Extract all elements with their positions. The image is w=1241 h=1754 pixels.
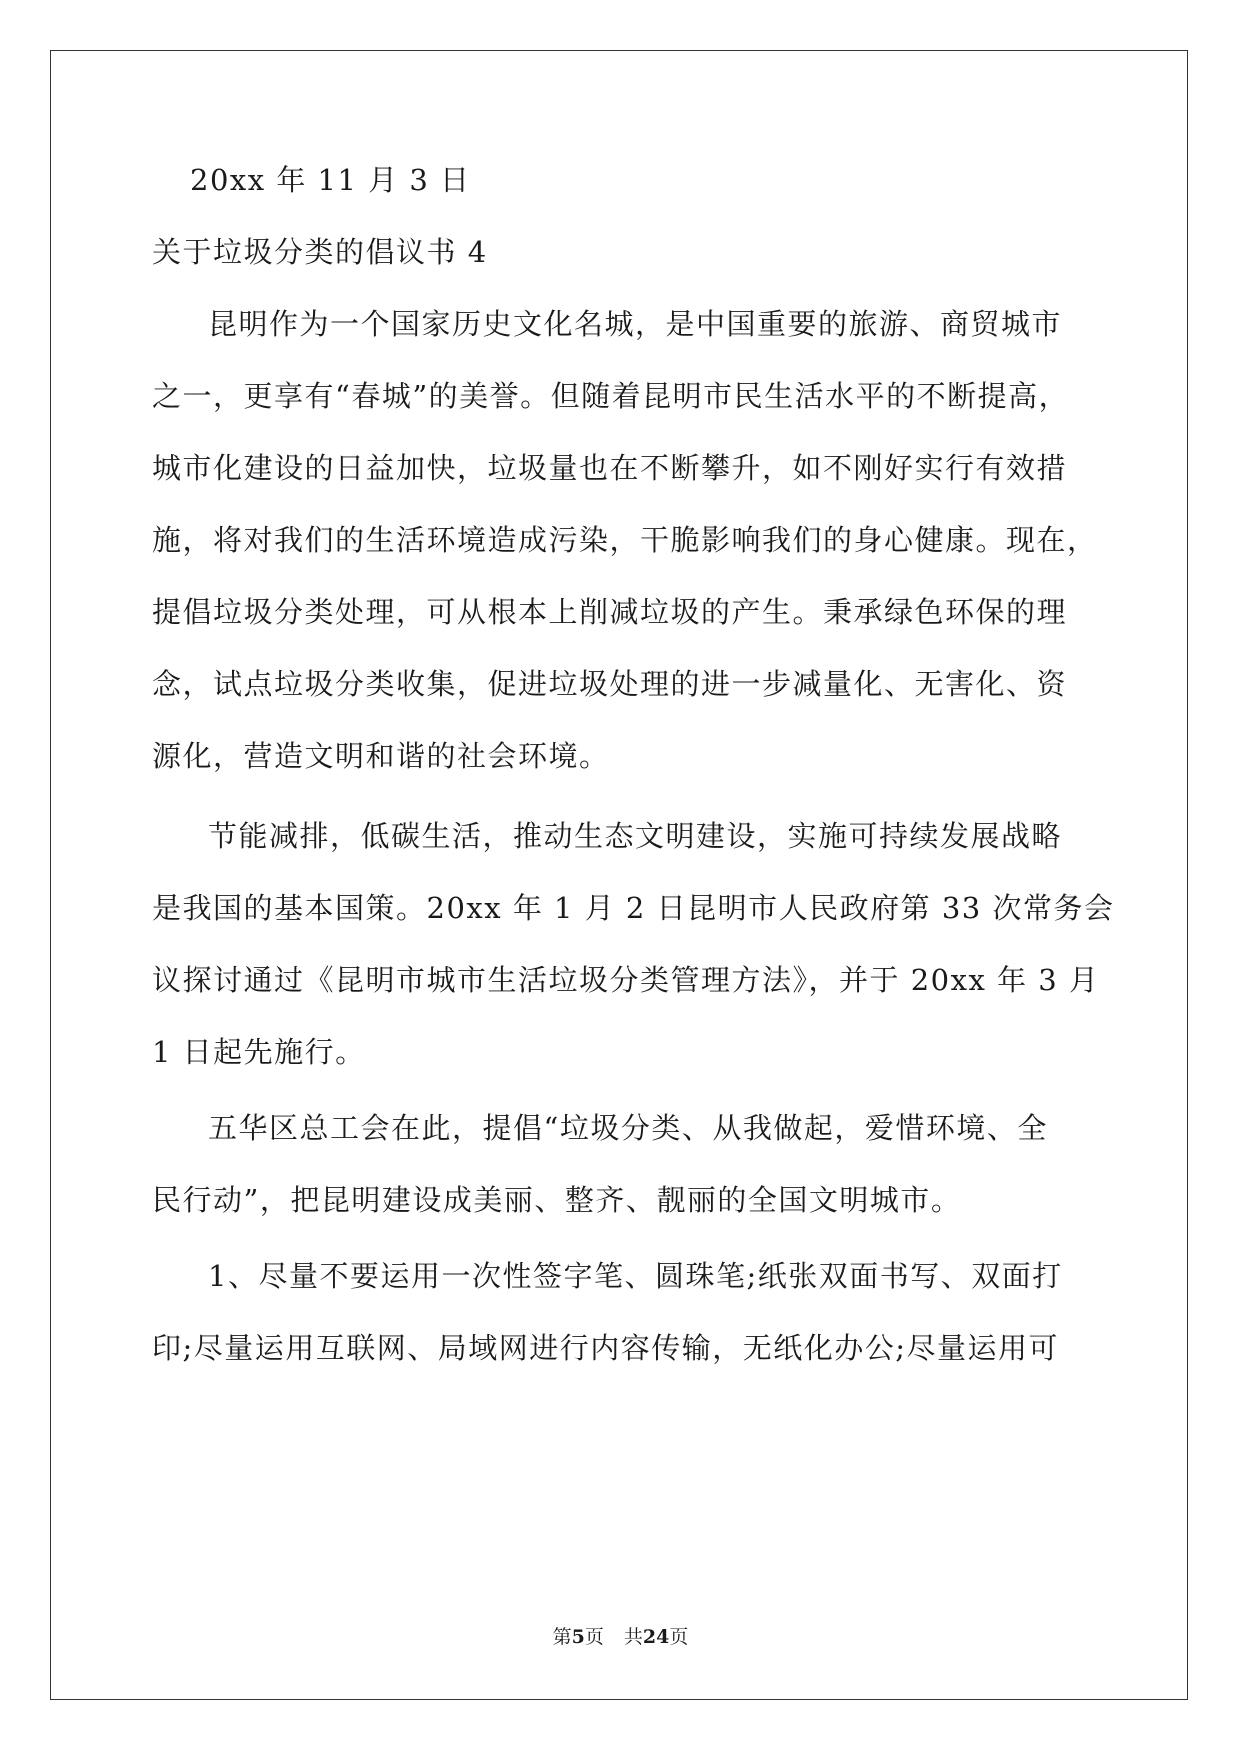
- paragraph-line: 城市化建设的日益加快，垃圾量也在不断攀升，如不刚好实行有效措: [152, 451, 1068, 485]
- page-footer: [0, 1625, 1241, 1649]
- page-mid: 页: [584, 1626, 604, 1648]
- total-prefix: 共: [623, 1626, 643, 1648]
- page-current: 5: [571, 1626, 585, 1648]
- paragraph-line: 施，将对我们的生活环境造成污染，干脆影响我们的身心健康。现在，: [152, 523, 1098, 557]
- paragraph-line: 节能减排，低碳生活，推动生态文明建设，实施可持续发展战略: [208, 819, 1063, 853]
- paragraph-line: 是我国的基本国策。20xx 年 1 月 2 日昆明市人民政府第 33 次常务会: [152, 891, 1115, 925]
- paragraph-line: 1、尽量不要运用一次性签字笔、圆珠笔;纸张双面书写、双面打: [208, 1259, 1063, 1293]
- total-suffix: 页: [669, 1626, 689, 1648]
- paragraph-line: 昆明作为一个国家历史文化名城，是中国重要的旅游、商贸城市: [208, 307, 1063, 341]
- paragraph-line: 五华区总工会在此，提倡“垃圾分类、从我做起，爱惜环境、全: [208, 1111, 1048, 1145]
- document-title: 关于垃圾分类的倡议书 4: [152, 235, 488, 269]
- paragraph-line: 印;尽量运用互联网、局域网进行内容传输，无纸化办公;尽量运用可: [152, 1331, 1060, 1365]
- paragraph-line: 提倡垃圾分类处理，可从根本上削减垃圾的产生。秉承绿色环保的理: [152, 595, 1068, 629]
- paragraph-line: 议探讨通过《昆明市城市生活垃圾分类管理方法》，并于 20xx 年 3 月: [152, 963, 1100, 997]
- paragraph-line: 念，试点垃圾分类收集，促进垃圾处理的进一步减量化、无害化、资: [152, 667, 1068, 701]
- date-line: 20xx 年 11 月 3 日: [190, 163, 471, 197]
- page-border: [50, 50, 1188, 1700]
- paragraph-line: 1 日起先施行。: [152, 1035, 366, 1069]
- paragraph-line: 之一，更享有“春城”的美誉。但随着昆明市民生活水平的不断提高，: [152, 379, 1070, 413]
- page-prefix: 第: [552, 1626, 572, 1648]
- paragraph-line: 民行动”，把昆明建设成美丽、整齐、靓丽的全国文明城市。: [152, 1183, 962, 1217]
- page-total: 24: [642, 1626, 670, 1648]
- paragraph-line: 源化，营造文明和谐的社会环境。: [152, 739, 610, 773]
